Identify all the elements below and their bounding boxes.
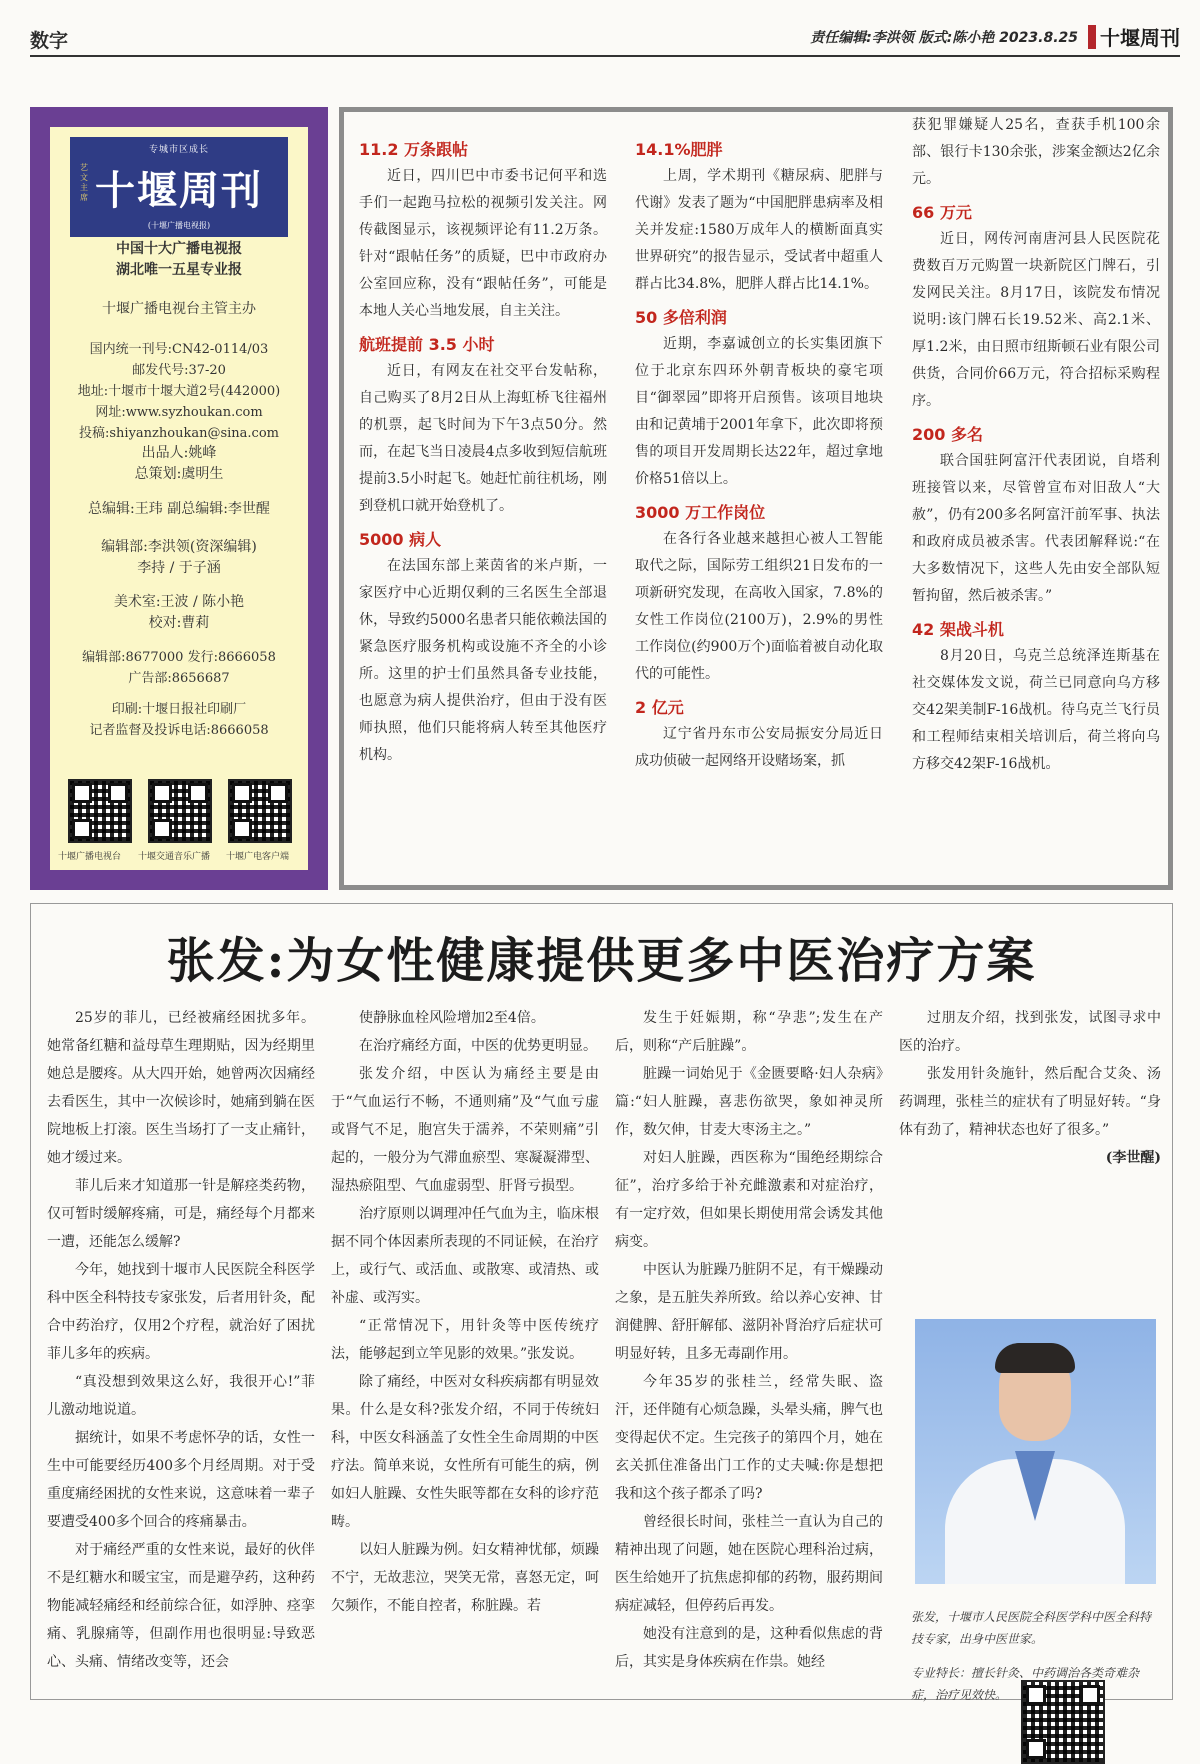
brief-body: 在各行各业越来越担心被人工智能取代之际，国际劳工组织21日发布的一项新研究发现，在高收入国家，7.8%的女性工作岗位(2100万)，2.9%的男性工作岗位(约900万个)面临着被自动化取代的可能性。 xyxy=(635,531,883,682)
paragraph: 除了痛经，中医对女科疾病都有明显效果。什么是女科?张发介绍，不同于传统妇科，中医女科涵盖了女性全生命周期的中医疗法。简单来说，女性所有可能生的病，例如妇人脏躁、女性失眠等都在女科的诊疗范畴。 xyxy=(331,1374,599,1530)
masthead-staff-1 xyxy=(50,443,308,485)
qr-code-icon[interactable] xyxy=(228,779,292,843)
feature-column-3 xyxy=(615,1004,883,1676)
paragraph: 今年35岁的张桂兰，经常失眠、盗汗，还伴随有心烦急躁，头晕头痛，脾气也变得起伏不定。生完孩子的第四个月，她在玄关抓住准备出门工作的丈夫喊:你是想把我和这个孩子都杀了吗? xyxy=(615,1374,883,1502)
masthead-line: 邮发代号:37-20 xyxy=(132,363,226,378)
masthead-logo-bottom: (十堰广播电视报) xyxy=(147,221,211,230)
brief-headline: 14.1%肥胖 xyxy=(635,140,723,159)
masthead-staff-3 xyxy=(50,537,308,579)
paragraph: 张发介绍，中医认为痛经主要是由于“气血运行不畅，不通则痛”及“气血亏虚或肾气不足，胞宫失于濡养，不荣则痛”引起的，一般分为气滞血瘀型、寒凝凝滞型、湿热瘀阻型、气血虚弱型、肝肾亏损型。 xyxy=(331,1066,599,1194)
feature-title: 张发:为女性健康提供更多中医治疗方案 xyxy=(166,933,1037,989)
header-logo xyxy=(1088,22,1180,51)
paragraph: 张发用针灸施针，然后配合艾灸、汤药调理，张桂兰的症状有了明显好转。“身体有劲了，精神状态也好了很多。” xyxy=(899,1066,1161,1138)
masthead-info xyxy=(50,339,308,444)
masthead-line: 广告部:8656687 xyxy=(128,671,230,686)
masthead-logo-top: 专城市区成长 xyxy=(148,145,209,155)
masthead-logo-name: 十堰周刊 xyxy=(95,167,263,214)
paragraph: 张发，十堰市人民医院全科医学科中医全科特技专家，出身中医世家。 xyxy=(911,1610,1152,1646)
header-right xyxy=(810,22,1180,51)
masthead-line: 李持 / 于子涵 xyxy=(137,560,221,576)
brief-body: 近期，李嘉诚创立的长实集团旗下位于北京东四环外朝青板块的豪宅项目“御翠园”即将开启预售。该项目地块由和记黄埔于2001年拿下，此次即将预售的项目开发周期长达22年，超过拿地价格51倍以上。 xyxy=(635,336,883,487)
paragraph: 以妇人脏躁为例。妇女精神忧郁，烦躁不宁，无故悲泣，哭笑无常，喜怒无定，呵欠频作，不能自控者，称脏躁。若 xyxy=(331,1542,599,1614)
qr-label: 十堰广电客户端 xyxy=(226,852,290,862)
doctor-portrait-photo xyxy=(915,1319,1156,1584)
paragraph: 25岁的菲儿，已经被痛经困扰多年。她常备红糖和益母草生理期贴，因为经期里她总是腰疼。从大四开始，她曾两次因痛经去看医生，其中一次候诊时，她痛到躺在医院地板上打滚。医生当场打了一支止痛针，她才缓过来。 xyxy=(47,1010,315,1166)
brief-body: 辽宁省丹东市公安局振安分局近日成功侦破一起网络开设赌场案，抓 xyxy=(635,726,883,769)
paragraph: 今年，她找到十堰市人民医院全科医学科中医全科特技专家张发，后者用针灸，配合中药治疗，仅用2个疗程，就治好了困扰菲儿多年的疾病。 xyxy=(47,1262,315,1362)
brief-body: 获犯罪嫌疑人25名，查获手机100余部、银行卡130余张，涉案金额达2亿余元。 xyxy=(912,117,1160,187)
paragraph: 据统计，如果不考虑怀孕的话，女性一生中可能要经历400多个月经周期。对于受重度痛经困扰的女性来说，这意味着一辈子要遭受400多个回合的疼痛暴击。 xyxy=(47,1430,315,1530)
paragraph: 她没有注意到的是，这种看似焦虑的背后，其实是身体疾病在作祟。她经 xyxy=(615,1626,883,1670)
brief-body: 近日，网传河南唐河县人民医院花费数百万元购置一块新院区门牌石，引发网民关注。8月17日，该院发布情况说明:该门牌石长19.52米、高2.1米、厚1.2米，由日照市纽斯顿石业有限公司供货，合同价66万元，符合招标采购程序。 xyxy=(912,231,1160,409)
paragraph: 对妇人脏躁，西医称为“围绝经期综合征”，治疗多给于补充雌激素和对症治疗，有一定疗效，但如果长期使用常会诱发其他病变。 xyxy=(615,1150,883,1250)
masthead-line: 出品人:姚峰 xyxy=(141,445,217,461)
brief-headline: 5000 病人 xyxy=(359,530,442,549)
brief-headline: 50 多倍利润 xyxy=(635,308,727,327)
feature-column-2 xyxy=(331,1004,599,1620)
masthead-staff-4 xyxy=(50,592,308,634)
brief-headline: 3000 万工作岗位 xyxy=(635,503,766,522)
qr-code-icon[interactable] xyxy=(148,779,212,843)
masthead-line: 总编辑:王玮 副总编辑:李世醒 xyxy=(88,501,270,517)
paragraph: “真没想到效果这么好，我很开心!”菲儿激动地说道。 xyxy=(47,1374,315,1418)
section-label: 数字 xyxy=(30,30,69,52)
masthead-line: 湖北唯一五星专业报 xyxy=(116,262,242,278)
paragraph: 对于痛经严重的女性来说，最好的伙伴不是红糖水和暖宝宝，而是避孕药，这种药物能减轻痛经和经前综合征，如浮肿、痉挛痛、乳腺痛等，但副作用也很明显:导致恶心、头痛、情绪改变等，还会 xyxy=(47,1542,315,1670)
paragraph: 治疗原则以调理冲任气血为主，临床根据不同个体因素所表现的不同证候，在治疗上，或行气、或活血、或散寒、或清热、或补虚、或泻实。 xyxy=(331,1206,599,1306)
author-signature: (李世醒) xyxy=(1105,1150,1161,1166)
brief-headline: 2 亿元 xyxy=(635,698,684,717)
brief-headline: 66 万元 xyxy=(912,203,972,222)
masthead-line: 美术室:王波 / 陈小艳 xyxy=(113,594,245,610)
logo-mark-icon xyxy=(1088,25,1096,49)
brief-body: 近日，四川巴中市委书记何平和选手们一起跑马拉松的视频引发关注。网传截图显示，该视频评论有11.2万条。针对“跟帖任务”的质疑，巴中市政府办公室回应称，没有“跟帖任务”，可能是本地人关心当地发展，自主关注。 xyxy=(359,168,607,319)
masthead-inner xyxy=(50,127,308,870)
brief-body: 在法国东部上莱茵省的米卢斯，一家医疗中心近期仅剩的三名医生全部退休，导致约5000名患者只能依赖法国的紧急医疗服务机构或设施不齐全的小诊所。这里的护士们虽然具备专业技能，也愿意为病人提供治疗，但由于没有医师执照，他们只能将病人转至其他医疗机构。 xyxy=(359,558,607,763)
paragraph: 在治疗痛经方面，中医的优势更明显。 xyxy=(359,1038,597,1054)
qr-label: 十堰广播电视台 xyxy=(58,852,122,862)
masthead-phones xyxy=(50,647,308,689)
paragraph: 过朋友介绍，找到张发，试图寻求中医的治疗。 xyxy=(899,1010,1161,1054)
paragraph: 中医认为脏躁乃脏阴不足，有干燥躁动之象，是五脏失养所致。给以养心安神、甘润健脾、舒肝解郁、滋阴补肾治疗后症状可明显好转，且多无毒副作用。 xyxy=(615,1262,883,1362)
masthead-sponsor: 十堰广播电视台主管主办 xyxy=(102,301,256,317)
brief-headline: 42 架战斗机 xyxy=(912,620,1004,639)
qr-code-icon[interactable] xyxy=(68,779,132,843)
masthead-line: 编辑部:李洪领(资深编辑) xyxy=(101,539,257,555)
feature-column-1 xyxy=(47,1004,315,1676)
masthead-logo-side: 艺文主席 xyxy=(80,163,88,202)
feature-article xyxy=(30,903,1173,1700)
brief-headline: 11.2 万条跟帖 xyxy=(359,140,469,159)
masthead-line: 校对:曹莉 xyxy=(148,615,210,631)
paragraph: 使静脉血栓风险增加2至4倍。 xyxy=(359,1010,545,1026)
brief-body: 近日，有网友在社交平台发帖称，自己购买了8月2日从上海虹桥飞往福州的机票，起飞时间为下午3点50分。然而，在起飞当日凌晨4点多收到短信航班提前3.5小时起飞。她赶忙前往机场，刚到登机口就开始登机了。 xyxy=(359,363,607,514)
masthead-line: 地址:十堰市十堰大道2号(442000) xyxy=(77,384,281,399)
masthead-line: 记者监督及投诉电话:8666058 xyxy=(89,723,269,738)
paragraph: 发生于妊娠期，称“孕悲”;发生在产后，则称“产后脏躁”。 xyxy=(615,1010,883,1054)
paragraph: 专业特长：擅长针灸、中药调治各类奇难杂症，治疗见效快。 xyxy=(911,1666,1140,1702)
header-logo-text: 十堰周刊 xyxy=(1100,26,1180,50)
qr-label: 十堰交通音乐广播 xyxy=(138,852,211,862)
brief-headline: 航班提前 3.5 小时 xyxy=(359,335,495,354)
news-briefs-box xyxy=(339,107,1173,890)
briefs-column-1 xyxy=(359,130,607,769)
masthead-print xyxy=(50,699,308,741)
masthead-line: 总策划:虞明生 xyxy=(134,466,224,482)
masthead-line: 投稿:shiyanzhoukan@sina.com xyxy=(79,426,279,441)
header-divider xyxy=(30,55,1180,57)
brief-headline: 200 多名 xyxy=(912,425,983,444)
paragraph: 曾经很长时间，张桂兰一直认为自己的精神出现了问题，她在医院心理科治过病，医生给她开了抗焦虑抑郁的药物，服药期间病症减轻，但停药后再发。 xyxy=(615,1514,883,1614)
masthead-line: 网址:www.syzhoukan.com xyxy=(95,405,263,420)
brief-body: 上周，学术期刊《糖尿病、肥胖与代谢》发表了题为“中国肥胖患病率及相关并发症:1580万成年人的横断面真实世界研究”的报告显示，受试者中超重人群占比34.8%，肥胖人群占比14.1%。 xyxy=(635,168,883,292)
masthead-logo xyxy=(70,137,288,237)
paragraph: 菲儿后来才知道那一针是解痉类药物，仅可暂时缓解疼痛，可是，痛经每个月都来一遭，还能怎么缓解? xyxy=(47,1178,315,1250)
masthead-staff-2 xyxy=(50,499,308,520)
feature-column-4-text xyxy=(899,1004,1161,1144)
header-credits: 责任编辑:李洪领 版式:陈小艳 2023.8.25 xyxy=(810,29,1078,46)
masthead-line: 编辑部:8677000 发行:8666058 xyxy=(82,650,276,665)
masthead-honors xyxy=(50,239,308,281)
masthead-panel xyxy=(30,107,328,890)
masthead-line: 国内统一刊号:CN42-0114/03 xyxy=(89,342,269,357)
paragraph: 脏躁一词始见于《金匮要略·妇人杂病》篇:“妇人脏躁，喜悲伤欲哭，象如神灵所作，数欠伸，甘麦大枣汤主之。” xyxy=(615,1066,883,1138)
brief-body: 8月20日，乌克兰总统泽连斯基在社交媒体发文说，荷兰已同意向乌方移交42架美制F-16战机。待乌克兰飞行员和工程师结束相关培训后，荷兰将向乌方移交42架F-16战机。 xyxy=(912,648,1160,772)
paragraph: “正常情况下，用针灸等中医传统疗法，能够起到立竿见影的效果。”张发说。 xyxy=(331,1318,599,1362)
masthead-line: 印刷:十堰日报社印刷厂 xyxy=(111,702,247,717)
masthead-line: 中国十大广播电视报 xyxy=(116,241,242,257)
briefs-column-3 xyxy=(912,112,1160,778)
briefs-column-2 xyxy=(635,130,883,775)
qr-code-icon[interactable] xyxy=(1021,1680,1105,1764)
feature-column-4 xyxy=(899,1004,1161,1172)
brief-body: 联合国驻阿富汗代表团说，自塔利班接管以来，尽管曾宣布对旧敌人“大赦”，仍有200多名阿富汗前军事、执法和政府成员被杀害。代表团解释说:“在大多数情况下，这些人先由安全部队短暂拘留，然后被杀害。” xyxy=(912,453,1160,604)
